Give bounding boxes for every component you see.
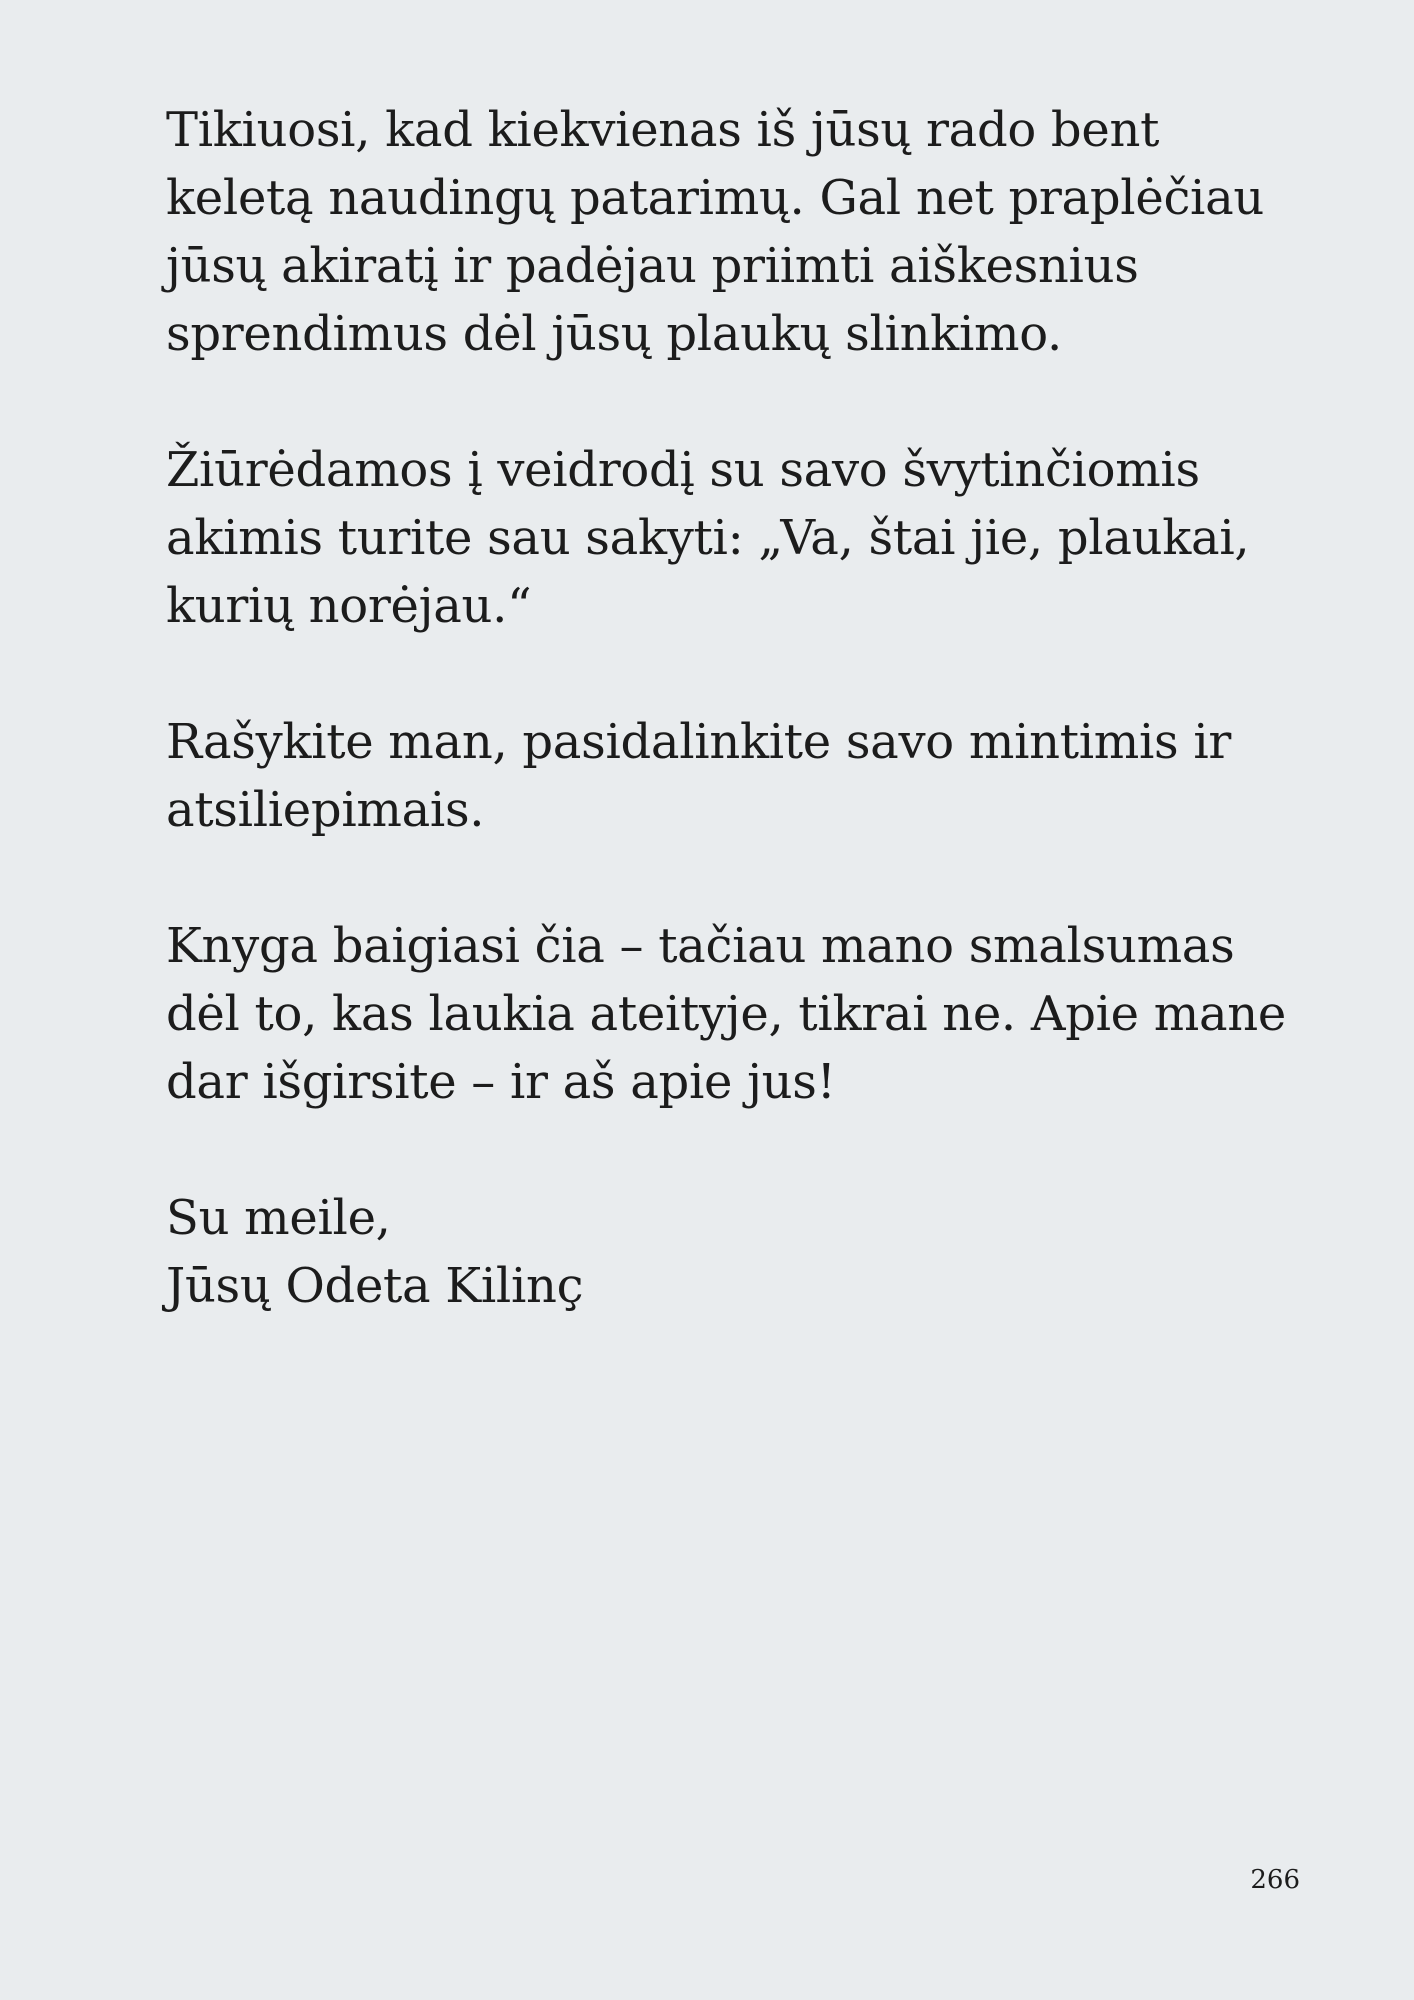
closing-salutation: Su meile,	[166, 1190, 391, 1246]
author-signature: Jūsų Odeta Kilinç	[166, 1258, 584, 1314]
paragraph-mirror-quote: Žiūrėdamos į veidrodį su savo švytinčiomis akimis turite sau sakyti: „Va, štai jie, plaukai, kurių norėjau.“	[166, 442, 1250, 634]
page-body	[166, 96, 1286, 1320]
page-number: 266	[1250, 1865, 1300, 1895]
paragraph-write-to-me: Rašykite man, pasidalinkite savo mintimis ir atsiliepimais.	[166, 714, 1232, 838]
closing-block	[166, 1184, 1286, 1320]
paragraph-book-ends: Knyga baigiasi čia – tačiau mano smalsumas dėl to, kas laukia ateityje, tikrai ne. Apie mane dar išgirsite – ir aš apie jus!	[166, 918, 1287, 1110]
paragraph-closing-wishes: Tikiuosi, kad kiekvienas iš jūsų rado bent keletą naudingų patarimų. Gal net praplėčiau jūsų akiratį ir padėjau priimti aiškesnius sprendimus dėl jūsų plaukų slinkimo.	[166, 102, 1265, 362]
